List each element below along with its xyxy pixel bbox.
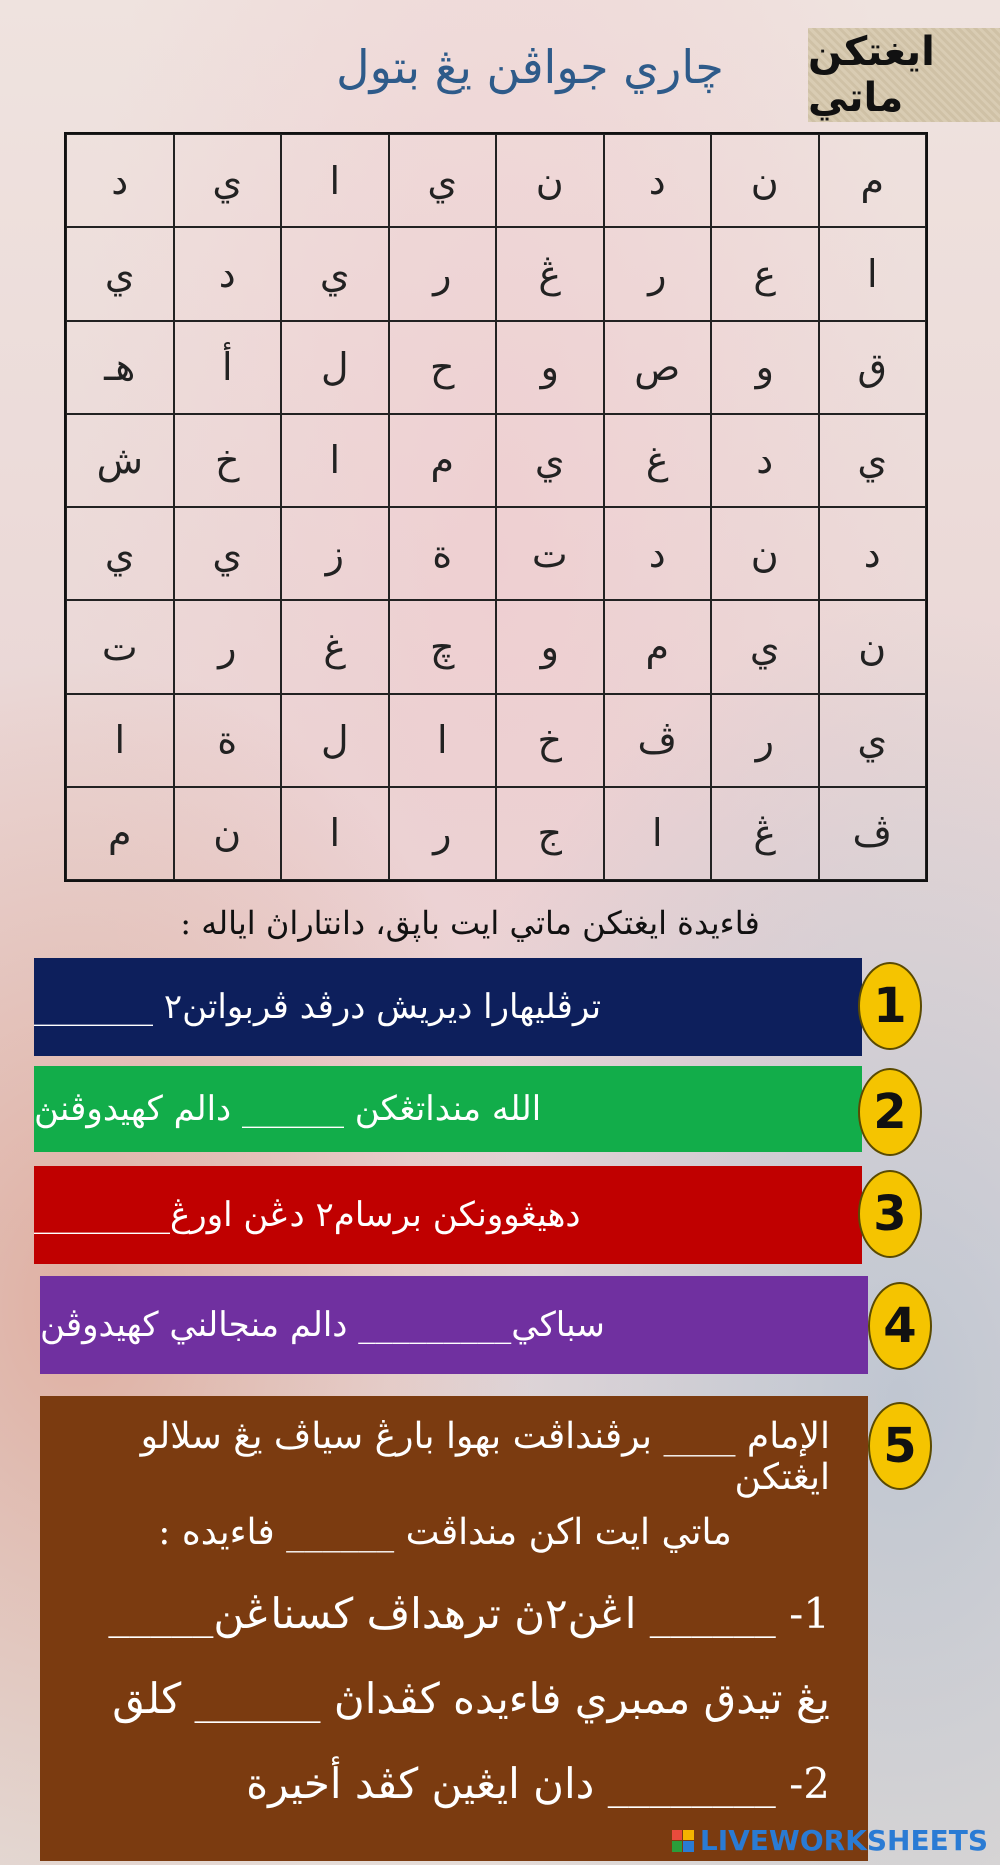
grid-cell[interactable]: م [66, 787, 174, 880]
grid-cell[interactable]: ة [174, 694, 282, 787]
grid-cell[interactable]: ڤ [604, 694, 712, 787]
grid-cell[interactable]: ي [66, 507, 174, 600]
grid-cell[interactable]: ة [389, 507, 497, 600]
grid-cell[interactable]: أ [174, 321, 282, 414]
grid-cell[interactable]: ن [174, 787, 282, 880]
grid-cell[interactable]: ي [174, 134, 282, 227]
grid-cell[interactable]: ي [496, 414, 604, 507]
grid-cell[interactable]: و [496, 600, 604, 693]
question-3-text: دهيڠوونكن برسام٢ دڠن اورڠ________ [34, 1195, 581, 1235]
question-4-number: 4 [868, 1282, 932, 1370]
question-2-number: 2 [858, 1068, 922, 1156]
grid-cell[interactable]: م [389, 414, 497, 507]
grid-cell[interactable]: ا [281, 787, 389, 880]
grid-cell[interactable]: هـ [66, 321, 174, 414]
grid-cell[interactable]: ز [281, 507, 389, 600]
grid-cell[interactable]: ج [496, 787, 604, 880]
question-5-line: 1- ______ اڠن٢ڽ ترهداڤ كسناڠن_____ [108, 1589, 830, 1638]
grid-cell[interactable]: ا [281, 134, 389, 227]
grid-cell[interactable]: ص [604, 321, 712, 414]
grid-cell[interactable]: ر [604, 227, 712, 320]
grid-cell[interactable]: ڤ [819, 787, 927, 880]
grid-cell[interactable]: ر [389, 227, 497, 320]
question-1-box[interactable] [34, 958, 862, 1056]
grid-cell[interactable]: ن [819, 600, 927, 693]
question-5-line: يڠ تيدق ممبري فاءيده كڤداڽ ______ كلق [112, 1674, 830, 1723]
grid-cell[interactable]: ي [174, 507, 282, 600]
liveworksheets-logo[interactable] [672, 1824, 988, 1857]
grid-cell[interactable]: ي [711, 600, 819, 693]
grid-cell[interactable]: د [604, 507, 712, 600]
grid-cell[interactable]: ن [711, 507, 819, 600]
grid-cell[interactable]: د [819, 507, 927, 600]
question-3-number: 3 [858, 1170, 922, 1258]
word-search-grid [64, 132, 928, 882]
grid-cell[interactable]: ڠ [711, 787, 819, 880]
grid-cell[interactable]: ر [174, 600, 282, 693]
grid-cell[interactable]: چ [389, 600, 497, 693]
question-1-text: ترڤليهارا ديريش درڤد ڤربواتن٢ _______ [34, 987, 602, 1027]
grid-cell[interactable]: غ [604, 414, 712, 507]
grid-cell[interactable]: ا [389, 694, 497, 787]
grid-cell[interactable]: ڠ [496, 227, 604, 320]
header-tag: ايغتكن ماتي [808, 28, 1000, 122]
grid-cell[interactable]: د [174, 227, 282, 320]
grid-cell[interactable]: ل [281, 694, 389, 787]
grid-cell[interactable]: ش [66, 414, 174, 507]
grid-cell[interactable]: ا [281, 414, 389, 507]
grid-cell[interactable]: ن [496, 134, 604, 227]
question-5-line: ماتي ايت اكن منداڤت ______ فاءيده : [158, 1512, 732, 1553]
grid-cell[interactable]: ر [711, 694, 819, 787]
grid-cell[interactable]: ي [66, 227, 174, 320]
question-1-number: 1 [858, 962, 922, 1050]
grid-cell[interactable]: ا [604, 787, 712, 880]
grid-cell[interactable]: ح [389, 321, 497, 414]
question-4-text: سباكي_________ دالم منجالني كهيدوڤن [40, 1305, 605, 1345]
grid-cell[interactable]: غ [281, 600, 389, 693]
grid-cell[interactable]: و [711, 321, 819, 414]
question-5-line: 2- ________ دان ايڠين كڤد أخيرة [246, 1759, 830, 1808]
question-3-box[interactable] [34, 1166, 862, 1264]
grid-cell[interactable]: ل [281, 321, 389, 414]
grid-cell[interactable]: ت [496, 507, 604, 600]
grid-cell[interactable]: م [604, 600, 712, 693]
grid-cell[interactable]: خ [174, 414, 282, 507]
grid-cell[interactable]: ا [819, 227, 927, 320]
grid-cell[interactable]: ي [819, 694, 927, 787]
grid-cell[interactable]: ق [819, 321, 927, 414]
grid-cell[interactable]: م [819, 134, 927, 227]
grid-cell[interactable]: ت [66, 600, 174, 693]
question-5-line: الإمام ____ برڤنداڤت بهوا بارڠ سياڤ يڠ سلالو ايڠتكن [140, 1416, 830, 1498]
grid-cell[interactable]: د [604, 134, 712, 227]
grid-cell[interactable]: و [496, 321, 604, 414]
question-2-text: الله منداتڠكن ______ دالم كهيدوڤنڽ [34, 1089, 542, 1129]
question-4-box[interactable] [40, 1276, 868, 1374]
grid-cell[interactable]: ي [819, 414, 927, 507]
grid-cell[interactable]: ا [66, 694, 174, 787]
footer-brand: LIVEWORKSHEETS [699, 1824, 988, 1857]
grid-cell[interactable]: ر [389, 787, 497, 880]
grid-cell[interactable]: ن [711, 134, 819, 227]
question-5-number: 5 [868, 1402, 932, 1490]
grid-cell[interactable]: ع [711, 227, 819, 320]
grid-cell[interactable]: ي [389, 134, 497, 227]
grid-cell[interactable]: خ [496, 694, 604, 787]
grid-cell[interactable]: ي [281, 227, 389, 320]
grid-cell[interactable]: د [66, 134, 174, 227]
page-title: چاري جواڤن يڠ بتول [336, 40, 724, 94]
question-2-box[interactable] [34, 1066, 862, 1152]
grid-cell[interactable]: د [711, 414, 819, 507]
question-5-box[interactable] [40, 1396, 868, 1861]
instruction-text: فاءيدة ايغتكن ماتي ايت باڽق، دانتاراڽ اياله : [180, 904, 760, 942]
logo-icon [672, 1830, 694, 1852]
